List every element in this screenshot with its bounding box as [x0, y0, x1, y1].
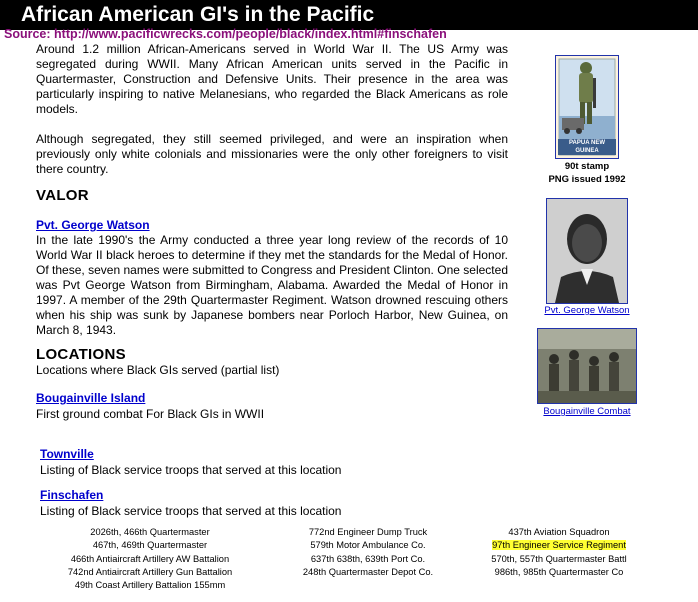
intro-section — [36, 42, 508, 177]
units-column-2 — [268, 526, 468, 579]
page-title-bar — [0, 0, 698, 30]
highlighted-unit-entry: 97th Engineer Service Regiment — [492, 540, 626, 551]
george-watson-link[interactable]: Pvt. George Watson — [36, 218, 150, 232]
unit-entry: 466th Antiaircraft Artillery AW Battalion — [70, 553, 230, 564]
bougainville-photo-block — [520, 328, 654, 417]
unit-entry: 986th, 985th Quartermaster Co — [494, 566, 624, 577]
source-label: Source: — [4, 27, 55, 41]
valor-text: In the late 1990's the Army conducted a three year long review of the records of 10 World War II black heroes to determine if they met the standards for the Medal of Honor. Of these, seven names were submitted to Congress and President Clinton. One selected was Pvt George Watson from Birmingham, Alabama. Awarded the Medal of Honor in 1997. A member of the 29th Quartermaster Regiment. Watson drowned rescuing others when his ship was sunk by Japanese bombers near Porloch Harbor, New Guinea, on March 8, 1943. — [36, 233, 508, 337]
location-description: Listing of Black service troops that served at this location — [40, 463, 342, 477]
bougainville-combat-photo[interactable] — [537, 328, 637, 404]
units-column-1 — [50, 526, 250, 592]
stamp-text: PAPUA NEW GUINEA — [558, 139, 616, 155]
units-column-3 — [474, 526, 644, 579]
combat-illustration — [538, 329, 636, 403]
intro-paragraph-1: Around 1.2 million African-Americans served in World War II. The US Army was segregated during WWII. Many African American units served in the Pacific in Quartermaster, Construction and Defensive Units. Their presence in the area was particularly inspiring to native Melanesians, who regarded the Black Americans as role models. — [36, 42, 508, 116]
unit-entry: 2026th, 466th Quartermaster — [90, 527, 210, 537]
intro-paragraph-2: Although segregated, they still seemed privileged, and were an inspiration when previously only white colonials and missionaries were the only other foreigners to visit there country. — [36, 132, 508, 176]
unit-entry: 772nd Engineer Dump Truck — [308, 527, 428, 537]
location-item — [40, 486, 341, 519]
location-item — [40, 445, 341, 478]
george-watson-photo[interactable] — [546, 198, 628, 304]
portrait-illustration — [547, 199, 627, 303]
page-title: African American GI's in the Pacific — [21, 3, 375, 26]
valor-heading: VALOR — [36, 187, 89, 204]
bougainville-island-link[interactable]: Bougainville Island — [36, 391, 146, 405]
source-line — [4, 27, 447, 41]
location-description: First ground combat For Black GIs in WWII — [36, 407, 265, 421]
townville-link[interactable]: Townville — [40, 447, 94, 461]
location-item — [36, 389, 264, 422]
finschafen-link[interactable]: Finschafen — [40, 488, 104, 502]
unit-entry: 579th Motor Ambulance Co. — [310, 540, 426, 551]
george-watson-caption-link[interactable]: Pvt. George Watson — [544, 305, 630, 316]
stamp-block — [520, 55, 654, 186]
location-description: Listing of Black service troops that served at this location — [40, 504, 342, 518]
png-stamp-image[interactable] — [555, 55, 619, 159]
unit-entry: 467th, 469th Quartermaster — [92, 540, 208, 551]
unit-entry: 570th, 557th Quartermaster Battl — [491, 553, 627, 564]
unit-entry: 742nd Antiaircraft Artillery Gun Battalion — [67, 566, 233, 577]
stamp-caption-issued: PNG issued 1992 — [548, 174, 626, 185]
stamp-caption-value: 90t stamp — [564, 161, 610, 172]
source-url[interactable]: http://www.pacificwrecks.com/people/black/index.html#finschafen — [54, 27, 447, 41]
valor-section — [36, 218, 508, 338]
locations-heading: LOCATIONS — [36, 346, 126, 363]
unit-entry: 637th 638th, 639th Port Co. — [310, 553, 426, 564]
locations-subtitle: Locations where Black GIs served (partial list) — [36, 363, 280, 377]
bougainville-combat-caption-link[interactable]: Bougainville Combat — [543, 406, 631, 417]
unit-entry: 248th Quartermaster Depot Co. — [302, 566, 434, 577]
watson-photo-block — [520, 198, 654, 316]
unit-entry: 49th Coast Artillery Battalion 155mm — [74, 580, 226, 591]
unit-entry: 437th Aviation Squadron — [508, 527, 610, 537]
